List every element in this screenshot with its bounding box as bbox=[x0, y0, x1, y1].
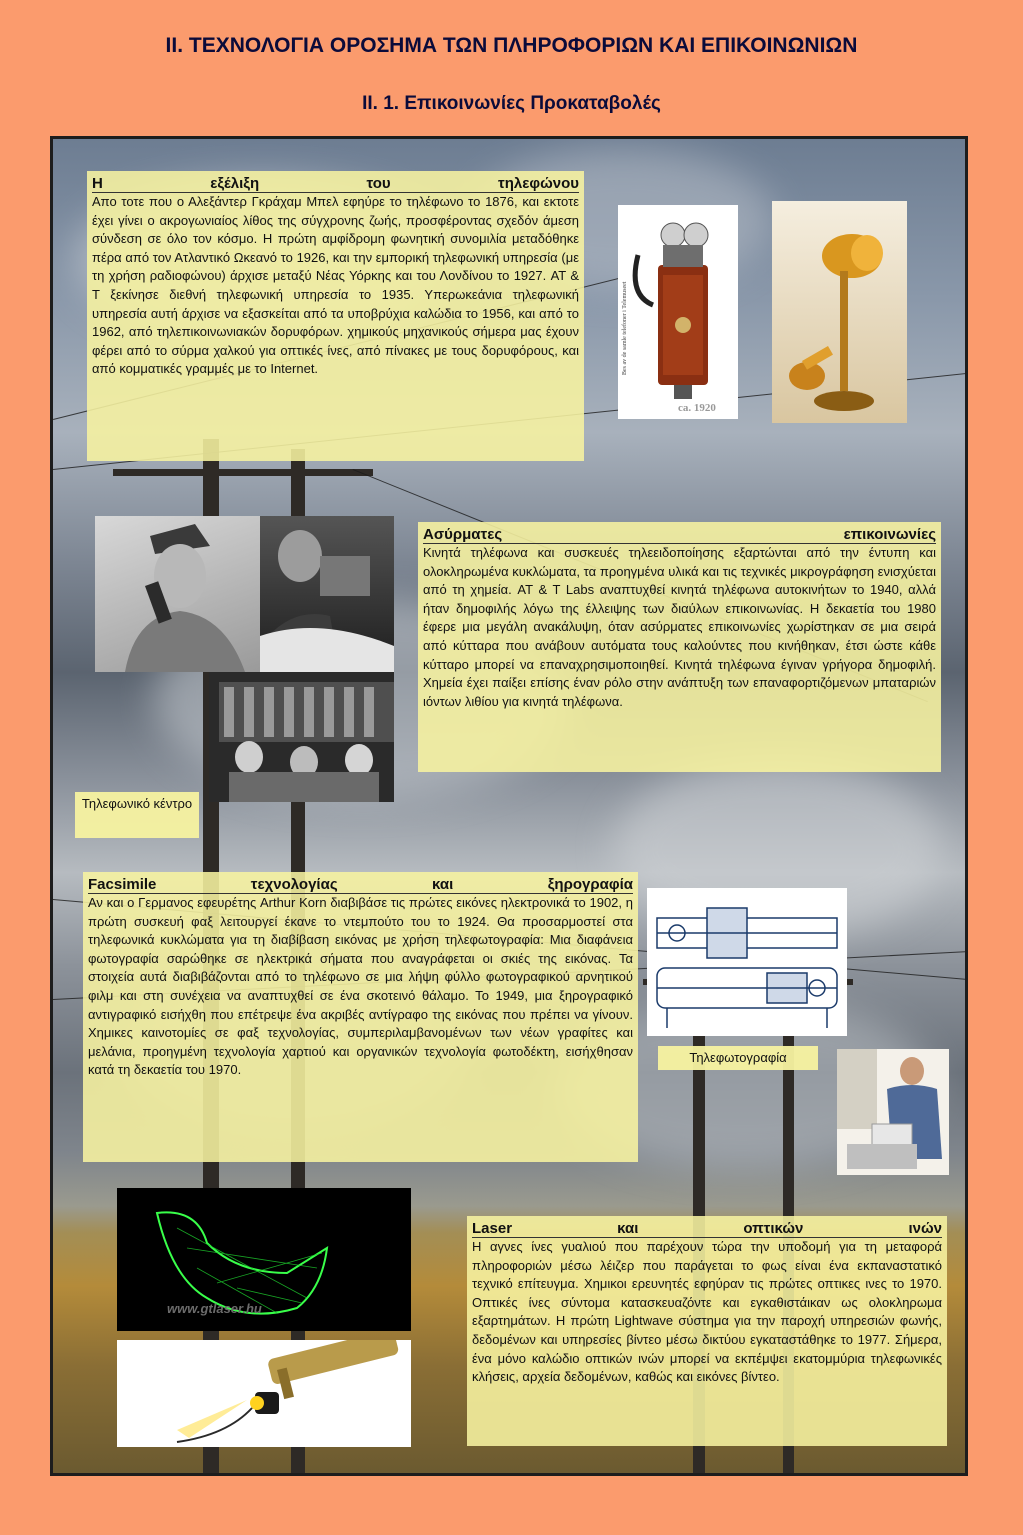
fax-body: Αν και ο Γερμανος εφευρέτης Arthur Korn διαβιβάσε τις πρώτες εικόνες ηλεκτρονικά το 1902, η πρώτη συσκευή φαξ λειτουργεί έκανε το ντεμπούτο του το 1924. Θα προσαρμοστεί στα τηλεφωνικά κυκλώματα για τη διαβίβαση εικόνας με χρήση τηλεφωτογραφία: Μια διαφάνεια φωτογραφία σαρώθηκε σε ηλεκτρικά σήματα που αναγράφεται οι σκιές της εικόνας. Τα στοιχεία αυτά διαβιβάζονται από το τηλέφωνο σε μια λήψη φύλλο φωτογραφικού αρνητικού φιλμ και στη συνέχεια να αναπτυχθεί σε ένα σκοτεινό θάλαμο. Το 1949, μια ξηρογραφικό αντιγραφικό εισήχθη που επέτρεψε ένα ακριβές αντίγραφο της εικόνας που πρέπει να γίνουν. Χημικες καινοτομίες σε φαξ τεχνολογίας, συμπεριλαμβανομένων των νέων γραφίτες και μελάνια, προηγμένη τεχνολογία χαρτιού και οργανικών τεχνολογία φωτοδέκτη, εισήχθησαν κατά τη δεκαετία του 1970. bbox=[88, 895, 633, 1078]
car-radio-telephone-photo bbox=[260, 516, 394, 672]
laser-heading: Laser και οπτικών ινών bbox=[472, 1220, 942, 1237]
wireless-body: Κινητά τηλέφωνα και συσκευές τηλεειδοποίησης εξαρτώνται από την έντυπη και ολοκληρωμένα κυκλώματα, τα προηγμένα υλικά και τις τεχνικές μικρογράφηση ενισχύεται από τη χημεία. AT & T Labs αναπτυχθεί κινητά τηλέφωνα αυτοκινήτων το 1940, αλλά ήταν δημοφιλής λόγω της έλλειψης των διαύλων επικοινωνίας. Η δεκαετία του 1980 έφερε μια μεγάλη ανακάλυψη, όταν ασύρματες επικοινωνίες χωρίστηκαν σε μια σειρά από κύτταρα που ανάβουν αυτόματα τους καλούντες που κινήθηκαν, έτσι ώστε κάθε κύτταρο μπορεί να επαναχρησιμοποιηθεί. Κινητά τηλέφωνα έγιναν γρήγορα δημοφιλή. Χημεία έχει παίξει επίσης έναν ρόλο στην ανάπτυξη των επαναφορτιζόμενων μπαταριών ιόντων λιθίου για κινητά τηλέφωνα. bbox=[423, 545, 936, 709]
soldier-telephone-photo bbox=[95, 516, 260, 672]
poster-title: II. ΤΕΧΝΟΛΟΓΙΑ ΟΡΟΣΗΜΑ ΤΩΝ ΠΛΗΡΟΦΟΡΙΩΝ ΚΑΙ ΕΠΙΚΟΙΝΩΝΙΩΝ bbox=[165, 34, 858, 57]
wall-phone-year: ca. 1920 bbox=[678, 402, 716, 414]
telephotography-caption: Τηλεφωτογραφία bbox=[658, 1046, 818, 1070]
fax-heading: Facsimile τεχνολογίας και ξηρογραφία bbox=[88, 876, 633, 893]
laser-watermark: www.gtlaser.hu bbox=[167, 1301, 262, 1316]
fiber-optic-connector-photo bbox=[117, 1340, 411, 1447]
switchboard-photo bbox=[209, 672, 394, 802]
telephone-heading: Η εξέλιξη του τηλεφώνου bbox=[92, 175, 579, 192]
poster-frame bbox=[50, 136, 968, 1476]
section-subtitle: II. 1. Επικοινωνίες Προκαταβολές bbox=[362, 93, 661, 114]
laser-body: Η αγνες ίνες γυαλιού που παρέχουν τώρα την υποδομή για τη μεταφορά πληροφοριών μέσω λέιζερ που παράγεται το φως είναι ένα εκπαναστατικό τεχνικό επίτευγμα. Χημικοι ερευνητές εφηύραν τις πρώτες οπτικες ινες το 1970. Οπτικές ίνες σύντομα κατασκευαζόντε και εγκαθιστάικαν ως ολοκληρωμα εξαρτημάτων. Η πρώτη Lightwave σύστημα για την παροχή υπηρεσιών φωνής, δεδομένων και υπηρεσίες βίντεο μέσω δικτύου εγκαταστάθηκε το 1977. Σήμερα, ένα μόνο καλώδιο οπτικών ινών μπορεί να εκπέμψει εκατομμύρια τηλεφωνικές κλήσεις, αρχεία δεδομένων, καθώς και εικόνες βίντεο. bbox=[472, 1239, 942, 1385]
office-fax-photo bbox=[837, 1049, 949, 1175]
telephone-body: Απο τοτε που ο Αλεξάντερ Γκράχαμ Μπελ εφηύρε το τηλέφωνο το 1876, και εκτοτε έχει γίνει ο ακρογωνιαίος λίθος της σύγχρονης ζωής, προσφέροντας σχεδόν άμεση σύνδεση σε όλο τον κόσμο. Η πρώτη αμφίδρομη φωνητική συνομιλία μεταδόθηκε πέρα από τον Ατλαντικό Ωκεανό το 1926, και την εμπορική τηλεφωνική υπηρεσία (με τη χρήση ραδιοφώνου) άρχισε μεταξύ Νέας Υόρκης και του Λονδίνου το 1927. AT & T ξεκίνησε διεθνή τηλεφωνική υπηρεσία το 1935. Υπερωκεάνια τηλεφωνική υπηρεσία αυτή άρχισε να εξασκείται από τα υποβρύχια καλώδια το 1956, και από το 1962, από τηλεπικοινωνιακών δορυφόρων. χημικούς μηχανικούς σήμερα μας έχουν φέρει από το σύρμα χαλκού για οπτικές ίνες, από πίνακες με τους δορυφόρους, και από κομματικές γραμμές με το Internet. bbox=[92, 194, 579, 377]
wireless-section bbox=[418, 522, 941, 772]
telephotography-diagram bbox=[647, 888, 847, 1036]
fax-section bbox=[83, 872, 638, 1162]
switchboard-caption: Τηλεφωνικό κέντρο bbox=[75, 792, 199, 838]
utility-pole bbox=[113, 469, 373, 476]
wall-phone-credit: Bes av de samle telefoner i Telemuseet bbox=[622, 281, 628, 375]
laser-projection-photo bbox=[117, 1188, 411, 1331]
laser-section bbox=[467, 1216, 947, 1446]
wall-telephone-photo bbox=[618, 205, 738, 419]
telephone-section bbox=[87, 171, 584, 461]
wireless-heading: Ασύρματες επικοινωνίες bbox=[423, 526, 936, 543]
candlestick-telephone-photo bbox=[772, 201, 907, 423]
